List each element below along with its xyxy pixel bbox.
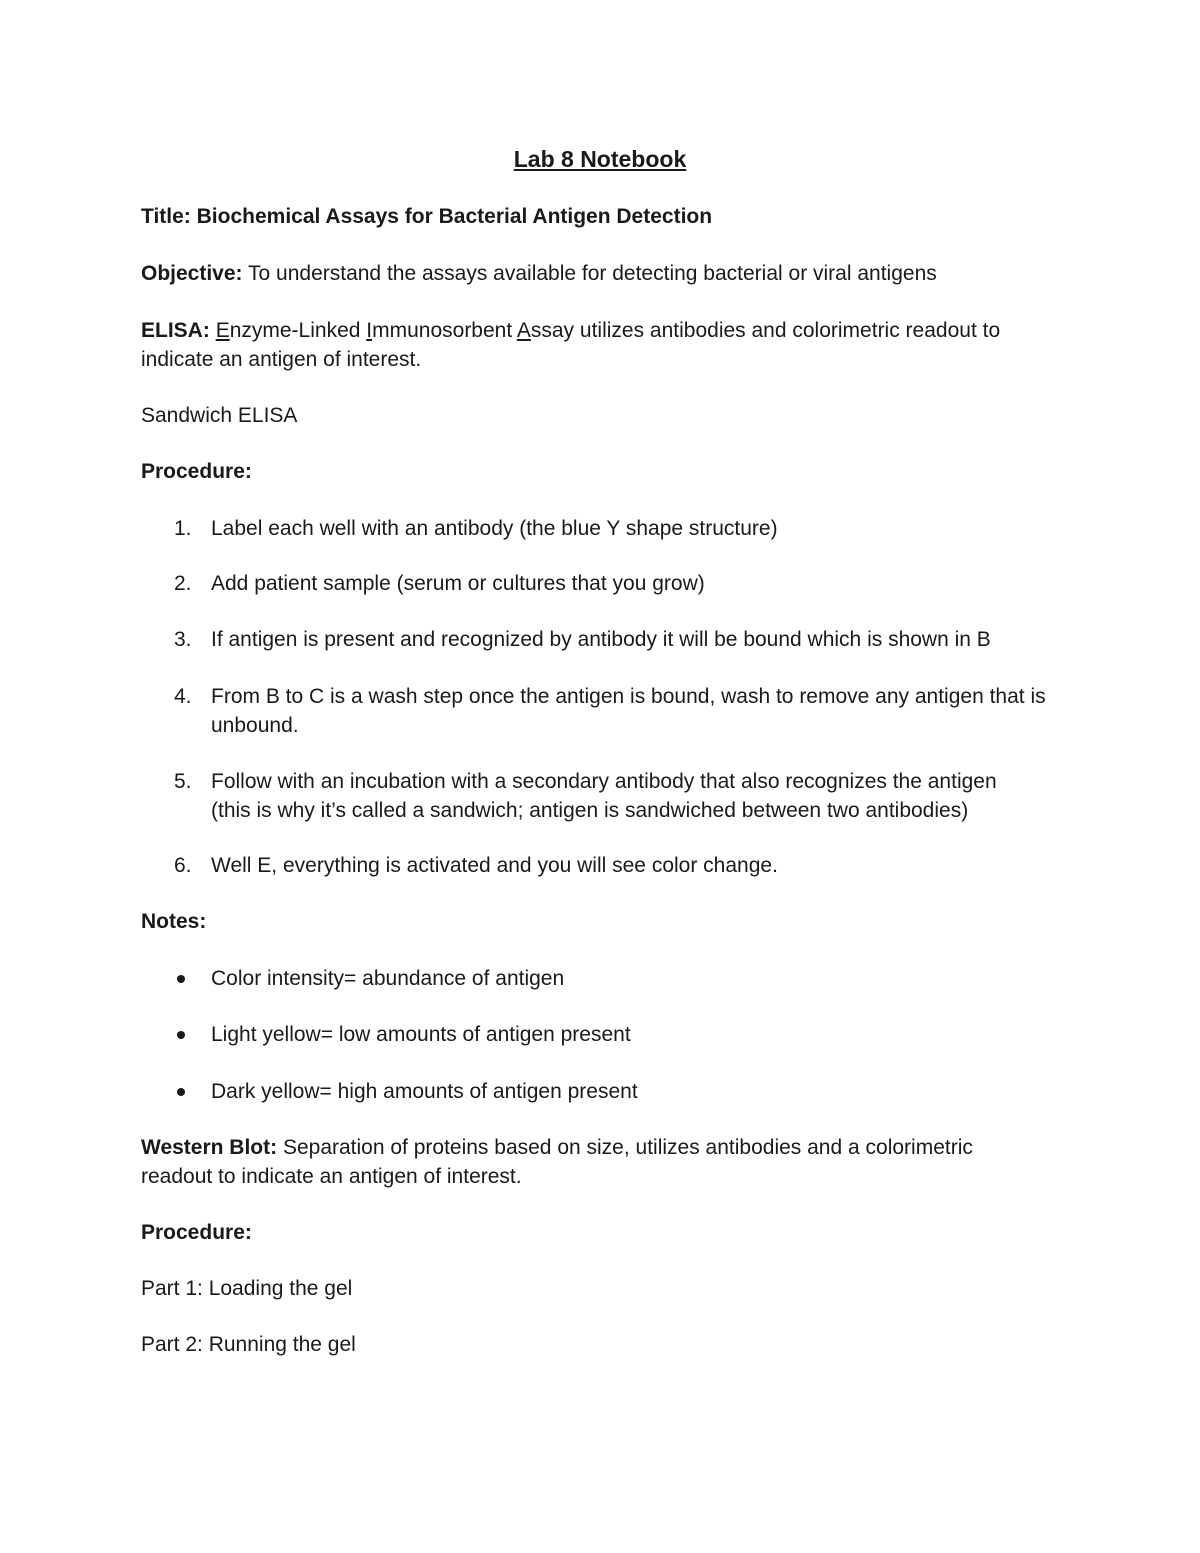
note-text: Light yellow= low amounts of antigen present	[211, 1023, 631, 1046]
step-text: From B to C is a wash step once the antigen is bound, wash to remove any antigen that is unbound.	[211, 685, 1046, 737]
elisa-text: utilizes antibodies and colorimetric readout to indicate an antigen of interest.	[141, 319, 1001, 371]
procedure-step	[141, 767, 1041, 825]
bullet-icon	[177, 1088, 185, 1096]
title-label: Title:	[141, 205, 191, 228]
procedure-step	[141, 569, 1061, 598]
step-number: 6.	[174, 854, 192, 877]
bullet-icon	[177, 1031, 185, 1039]
elisa-letter-i: I	[366, 319, 373, 342]
step-text: Follow with an incubation with a secondary antibody that also recognizes the antigen (this is why it’s called a sandwich; antigen is sandwiched between two antibodies)	[211, 770, 997, 822]
document-title: Lab 8 Notebook	[513, 146, 687, 172]
step-text: Label each well with an antibody (the blue Y shape structure)	[211, 517, 778, 540]
procedure-heading: Procedure:	[141, 460, 252, 483]
western-blot-label: Western Blot:	[141, 1136, 278, 1159]
note-item	[141, 964, 1061, 993]
sandwich-elisa: Sandwich ELISA	[141, 404, 298, 427]
step-text: If antigen is present and recognized by antibody it will be bound which is shown in B	[211, 628, 991, 651]
elisa-word-3: ssay	[530, 319, 575, 342]
step-number: 1.	[174, 517, 192, 540]
part-line: Part 1: Loading the gel	[141, 1277, 353, 1300]
step-number: 4.	[174, 685, 192, 708]
procedure-heading-2: Procedure:	[141, 1221, 252, 1244]
part-line: Part 2: Running the gel	[141, 1333, 356, 1356]
elisa-word-2: mmunosorbent	[372, 319, 517, 342]
note-item	[141, 1020, 1061, 1049]
elisa-paragraph	[141, 316, 1041, 374]
objective-line	[141, 259, 1061, 288]
elisa-word-1: nzyme-Linked	[229, 319, 367, 342]
bullet-icon	[177, 975, 185, 983]
step-text: Well E, everything is activated and you will see color change.	[211, 854, 778, 877]
note-item	[141, 1077, 1061, 1106]
note-text: Dark yellow= high amounts of antigen present	[211, 1080, 638, 1103]
title-text: Biochemical Assays for Bacterial Antigen Detection	[196, 205, 713, 228]
note-text: Color intensity= abundance of antigen	[211, 967, 565, 990]
objective-label: Objective:	[141, 262, 243, 285]
title-line	[141, 202, 1061, 231]
elisa-letter-e: E	[215, 319, 230, 342]
step-number: 2.	[174, 572, 192, 595]
notes-heading: Notes:	[141, 910, 207, 933]
step-number: 3.	[174, 628, 192, 651]
procedure-step	[141, 851, 1061, 880]
procedure-step	[141, 682, 1051, 740]
procedure-step	[141, 514, 1061, 543]
western-blot-paragraph	[141, 1133, 1021, 1191]
step-number: 5.	[174, 770, 192, 793]
elisa-letter-a: A	[516, 319, 531, 342]
western-blot-text: Separation of proteins based on size, utilizes antibodies and a colorimetric readout to indicate an antigen of interest.	[141, 1136, 973, 1188]
objective-text: To understand the assays available for detecting bacterial or viral antigens	[248, 262, 937, 285]
procedure-step	[141, 625, 1061, 654]
step-text: Add patient sample (serum or cultures that you grow)	[211, 572, 705, 595]
elisa-label: ELISA:	[141, 319, 210, 342]
